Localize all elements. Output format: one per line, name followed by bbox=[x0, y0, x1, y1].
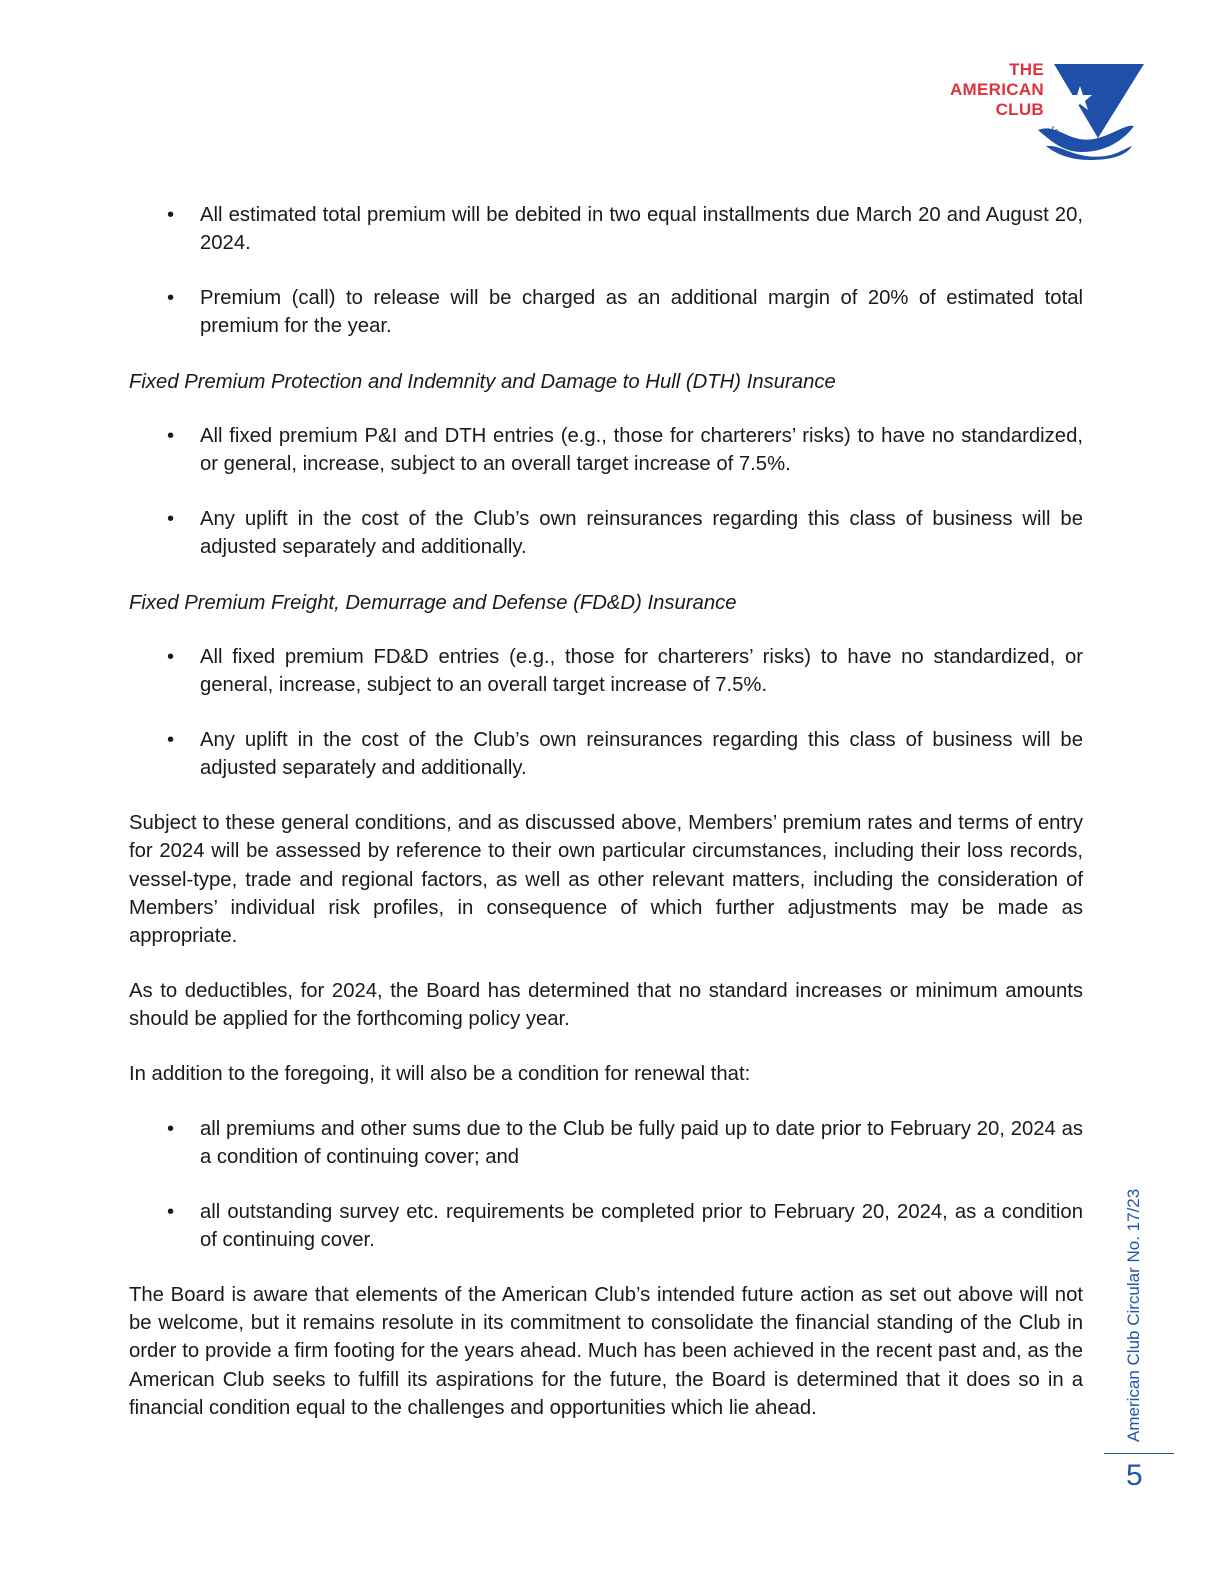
bullet-text: All fixed premium FD&D entries (e.g., those for charterers’ risks) to have no standardized, or general, increase, subject to an overall target increase of 7.5%. bbox=[200, 646, 1083, 697]
logo-line-3: CLUB bbox=[995, 100, 1044, 119]
bullet-text: All fixed premium P&I and DTH entries (e.g., those for charterers’ risks) to have no standardized, or general, increase, subject to an overall target increase of 7.5%. bbox=[200, 425, 1083, 476]
document-body bbox=[129, 201, 1083, 1423]
bullet-marker: • bbox=[167, 425, 175, 448]
bullet-item bbox=[129, 422, 1083, 479]
bullet-text: all premiums and other sums due to the Club be fully paid up to date prior to February 20, 2024 as a condition of continuing cover; and bbox=[200, 1117, 1083, 1169]
bullet-text: all outstanding survey etc. requirements be completed prior to February 20, 2024, as a condition of continuing cover. bbox=[200, 1200, 1083, 1252]
bullet-marker: • bbox=[167, 646, 175, 669]
bullet-text: Any uplift in the cost of the Club’s own reinsurances regarding this class of business will be adjusted separately and additionally. bbox=[200, 507, 1083, 559]
logo-line-1: THE bbox=[1009, 60, 1044, 79]
bullet-text: All estimated total premium will be debited in two equal installments due March 20 and August 20, 2024. bbox=[200, 204, 1083, 255]
american-club-logo bbox=[930, 60, 1152, 160]
bullet-item bbox=[129, 201, 1083, 258]
bullet-item bbox=[129, 505, 1083, 562]
bullet-marker: • bbox=[167, 507, 175, 530]
body-paragraph: As to deductibles, for 2024, the Board has determined that no standard increases or minimum amounts should be applied for the forthcoming policy year. bbox=[129, 979, 1083, 1031]
bullet-item bbox=[129, 284, 1083, 341]
section-heading: Fixed Premium Protection and Indemnity and Damage to Hull (DTH) Insurance bbox=[129, 370, 836, 393]
bullet-item bbox=[129, 1115, 1083, 1172]
bullet-text: Any uplift in the cost of the Club’s own reinsurances regarding this class of business will be adjusted separately and additionally. bbox=[200, 728, 1083, 780]
logo-year: 1917 bbox=[1046, 123, 1069, 144]
bullet-text: Premium (call) to release will be charged as an additional margin of 20% of estimated total premium for the year. bbox=[200, 286, 1083, 338]
bullet-marker: • bbox=[167, 204, 175, 226]
bullet-item bbox=[129, 1198, 1083, 1255]
body-paragraph: In addition to the foregoing, it will also be a condition for renewal that: bbox=[129, 1062, 751, 1085]
logo-wordmark bbox=[950, 60, 1044, 120]
circular-number-label: American Club Circular No. 17/23 bbox=[1124, 1188, 1143, 1442]
bullet-marker: • bbox=[167, 1200, 175, 1223]
body-paragraph: The Board is aware that elements of the American Club’s intended future action as set out above will not be welcome, but it remains resolute in its commitment to consolidate the financial standing of the Club in order to provide a firm footing for the years ahead. Much has been achieved in the recent past and, as the American Club seeks to fulfill its aspirations for the future, the Board is determined that it does so in a financial condition equal to the challenges and opportunities which lie ahead. bbox=[129, 1283, 1083, 1420]
bullet-marker: • bbox=[167, 1117, 175, 1140]
body-paragraph: Subject to these general conditions, and as discussed above, Members’ premium rates and terms of entry for 2024 will be assessed by reference to their own particular circumstances, including their loss records, vessel-type, trade and regional factors, as well as other relevant matters, including the consideration of Members’ individual risk profiles, in consequence of which further adjustments may be made as appropriate. bbox=[129, 811, 1083, 948]
section-heading: Fixed Premium Freight, Demurrage and Defense (FD&D) Insurance bbox=[129, 591, 737, 614]
bullet-item bbox=[129, 726, 1083, 783]
bullet-item bbox=[129, 643, 1083, 700]
page-number: 5 bbox=[1126, 1459, 1143, 1492]
bullet-marker: • bbox=[167, 286, 175, 309]
logo-line-2: AMERICAN bbox=[949, 80, 1044, 99]
footer-divider bbox=[1104, 1453, 1174, 1454]
bullet-marker: • bbox=[167, 728, 175, 751]
